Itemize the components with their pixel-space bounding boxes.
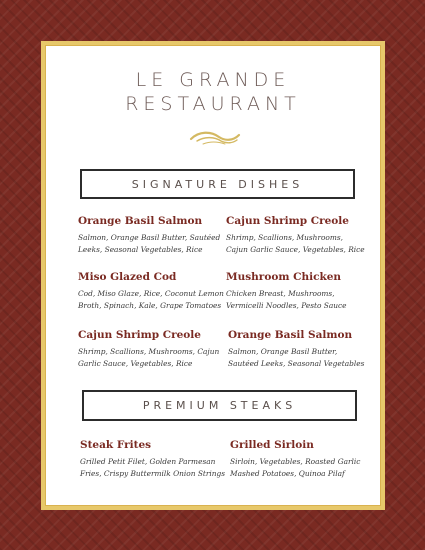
dish-description-line: Sirloin, Vegetables, Roasted Garlic xyxy=(230,457,361,466)
dish-description-line: Fries, Crispy Buttermilk Onion Strings xyxy=(80,468,226,478)
dish-item xyxy=(226,271,376,311)
dish-item xyxy=(78,271,228,311)
dish-item xyxy=(228,329,378,369)
dish-name: Cajun Shrimp Creole xyxy=(78,329,201,341)
dish-description-line: Garlic Sauce, Vegetables, Rice xyxy=(78,358,193,368)
dish-description-line: Cod, Miso Glaze, Rice, Coconut Lemon xyxy=(78,289,224,298)
dish-description-line: Sautéed Leeks, Seasonal Vegetables xyxy=(228,358,365,368)
dish-item xyxy=(80,439,230,479)
dish-name: Mushroom Chicken xyxy=(226,271,342,283)
menu-card xyxy=(41,41,385,510)
dish-description-line: Salmon, Orange Basil Butter, Sautéed xyxy=(78,233,221,242)
dish-description-line: Cajun Garlic Sauce, Vegetables, Rice xyxy=(226,244,365,254)
dish-description-line: Leeks, Seasonal Vegetables, Rice xyxy=(78,244,203,254)
restaurant-title-line1: LE GRANDE xyxy=(135,69,291,91)
dish-description-line: Chicken Breast, Mushrooms, xyxy=(226,289,335,298)
section-heading-signature-dishes: SIGNATURE DISHES xyxy=(80,169,355,199)
dish-name: Grilled Sirloin xyxy=(230,439,314,451)
dish-description-line: Vermicelli Noodles, Pesto Sauce xyxy=(226,300,347,310)
dish-name: Steak Frites xyxy=(80,439,152,451)
gold-flourish-icon xyxy=(189,129,241,147)
dish-item xyxy=(78,329,228,369)
dish-description-line: Shrimp, Scallions, Mushrooms, Cajun xyxy=(78,347,220,356)
dish-description-line: Shrimp, Scallions, Mushrooms, xyxy=(226,233,344,242)
dish-description-line: Grilled Petit Filet, Golden Parmesan xyxy=(80,457,216,466)
dish-description-line: Mashed Potatoes, Quinoa Pilaf xyxy=(230,468,345,478)
section-heading-premium-steaks: PREMIUM STEAKS xyxy=(82,390,357,421)
dish-description-line: Broth, Spinach, Kale, Grape Tomatoes xyxy=(78,300,222,310)
dish-item xyxy=(230,439,380,479)
dish-item xyxy=(78,215,228,255)
restaurant-title-line2: RESTAURANT xyxy=(125,93,301,115)
dish-name: Orange Basil Salmon xyxy=(78,215,203,227)
dish-item xyxy=(226,215,376,255)
dish-name: Miso Glazed Cod xyxy=(78,271,177,283)
dish-name: Orange Basil Salmon xyxy=(228,329,353,341)
dish-name: Cajun Shrimp Creole xyxy=(226,215,349,227)
dish-description-line: Salmon, Orange Basil Butter, xyxy=(228,347,338,356)
